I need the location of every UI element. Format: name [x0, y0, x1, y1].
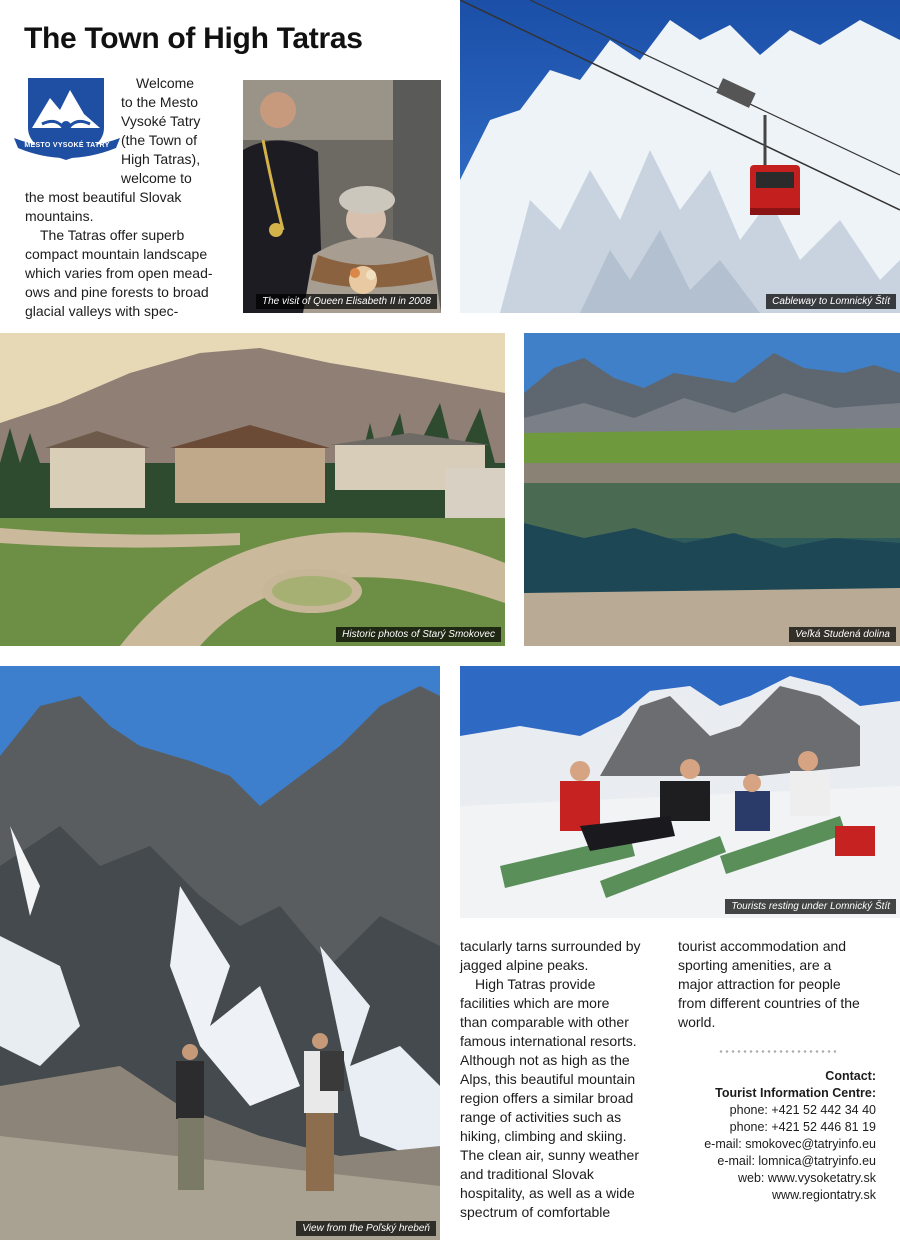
photo-velka-studena-dolina: [524, 333, 900, 646]
contact-email[interactable]: e-mail: smokovec@tatryinfo.eu: [704, 1137, 876, 1151]
column-line: hiking, climbing and skiing.: [460, 1128, 627, 1144]
intro-line: Welcome: [136, 75, 195, 91]
photo-stary-smokovec: [0, 333, 505, 646]
column-line: facilities which are more: [460, 995, 610, 1011]
intro-line: ows and pine forests to broad: [25, 284, 209, 300]
contact-web[interactable]: web: www.vysoketatry.sk: [737, 1171, 876, 1185]
column-line: than comparable with other: [460, 1014, 629, 1030]
logo-text: MESTO VYSOKÉ TATRY: [24, 142, 110, 149]
photo-caption: The visit of Queen Elisabeth II in 2008: [256, 294, 437, 309]
column-line: tacularly tarns surrounded by: [460, 938, 641, 954]
intro-line: High Tatras),: [121, 151, 201, 167]
intro-line: (the Town of: [121, 132, 198, 148]
intro-text: [25, 74, 240, 321]
column-line: Alps, this beautiful mountain: [460, 1071, 636, 1087]
intro-line: which varies from open mead-: [25, 265, 213, 281]
contact-web[interactable]: www.regiontatry.sk: [772, 1188, 876, 1202]
photo-caption: Cableway to Lomnický Štít: [766, 294, 896, 309]
page-title: The Town of High Tatras: [24, 22, 363, 55]
body-column-2: [678, 937, 888, 1032]
contact-phone[interactable]: phone: +421 52 442 34 40: [729, 1103, 876, 1117]
column-line: sporting amenities, are a: [678, 957, 832, 973]
column-line: hospitality, as well as a wide: [460, 1185, 635, 1201]
photo-cableway: [460, 0, 900, 313]
contact-email[interactable]: e-mail: lomnica@tatryinfo.eu: [717, 1154, 876, 1168]
photo-caption: Tourists resting under Lomnický Štít: [725, 899, 896, 914]
contact-heading: Contact:: [825, 1069, 876, 1083]
photo-caption: Veľká Studená dolina: [789, 627, 896, 642]
column-line: Although not as high as the: [460, 1052, 630, 1068]
column-line: region offers a similar broad: [460, 1090, 634, 1106]
photo-tourists-resting: [460, 666, 900, 918]
column-line: world.: [678, 1014, 716, 1030]
contact-centre-name: Tourist Information Centre:: [715, 1086, 876, 1100]
contact-block: [636, 1068, 876, 1204]
photo-caption: Historic photos of Starý Smokovec: [336, 627, 501, 642]
intro-line: Vysoké Tatry: [121, 113, 201, 129]
column-line: The clean air, sunny weather: [460, 1147, 639, 1163]
dotted-divider: [718, 1050, 836, 1053]
column-line: jagged alpine peaks.: [460, 957, 589, 973]
column-line: High Tatras provide: [475, 976, 596, 992]
photo-queen-visit: [243, 80, 441, 313]
intro-line: compact mountain landscape: [25, 246, 208, 262]
contact-phone[interactable]: phone: +421 52 446 81 19: [729, 1120, 876, 1134]
intro-line: the most beautiful Slovak: [25, 189, 182, 205]
intro-line: The Tatras offer superb: [40, 227, 185, 243]
intro-line: glacial valleys with spec-: [25, 303, 179, 319]
photo-polsky-hreben: [0, 666, 440, 1240]
intro-line: mountains.: [25, 208, 94, 224]
column-line: from different countries of the: [678, 995, 860, 1011]
intro-line: to the Mesto: [121, 94, 199, 110]
column-line: spectrum of comfortable: [460, 1204, 611, 1220]
photo-caption: View from the Poľský hrebeň: [296, 1221, 436, 1236]
column-line: major attraction for people: [678, 976, 841, 992]
column-line: famous international resorts.: [460, 1033, 637, 1049]
intro-line: welcome to: [121, 170, 192, 186]
column-line: tourist accommodation and: [678, 938, 847, 954]
column-line: and traditional Slovak: [460, 1166, 594, 1182]
column-line: range of activities such as: [460, 1109, 622, 1125]
